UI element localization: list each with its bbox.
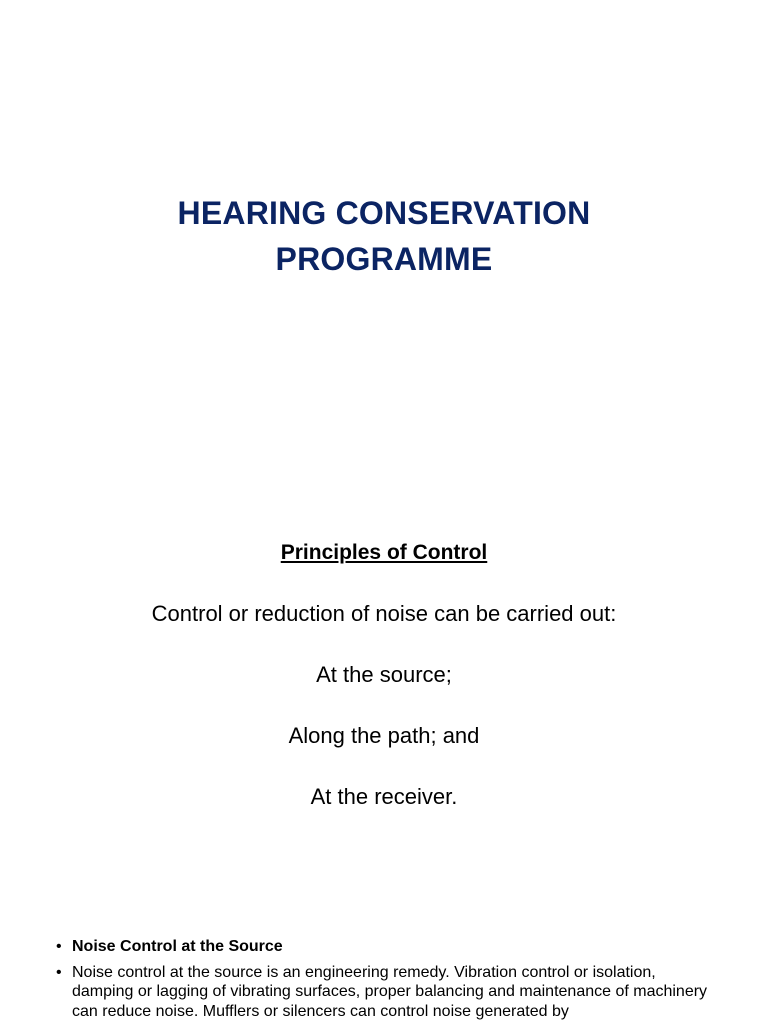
title-line-1: HEARING CONSERVATION: [177, 195, 591, 231]
bullet-body: Noise control at the source is an engineering remedy. Vibration control or isolation, damping or lagging of vibrating surfaces, proper balancing and maintenance of machinery can reduce noise. Mufflers or silencers can control noise generated by: [72, 963, 708, 1020]
list-item: [56, 937, 716, 957]
bullet-marker: •: [56, 963, 62, 981]
principles-section: [0, 538, 768, 843]
bullet-heading: Noise Control at the Source: [72, 938, 283, 955]
principles-item-path: Along the path; and: [288, 723, 480, 748]
title-slide: [0, 190, 768, 282]
principles-intro: Control or reduction of noise can be carried out:: [151, 601, 617, 626]
bullet-list: [56, 937, 716, 1024]
list-item: [56, 963, 716, 1022]
bullet-marker: •: [56, 938, 62, 955]
principles-item-receiver: At the receiver.: [310, 784, 458, 809]
title-line-2: PROGRAMME: [275, 241, 493, 277]
principles-heading: Principles of Control: [280, 541, 488, 564]
principles-item-source: At the source;: [316, 662, 452, 687]
